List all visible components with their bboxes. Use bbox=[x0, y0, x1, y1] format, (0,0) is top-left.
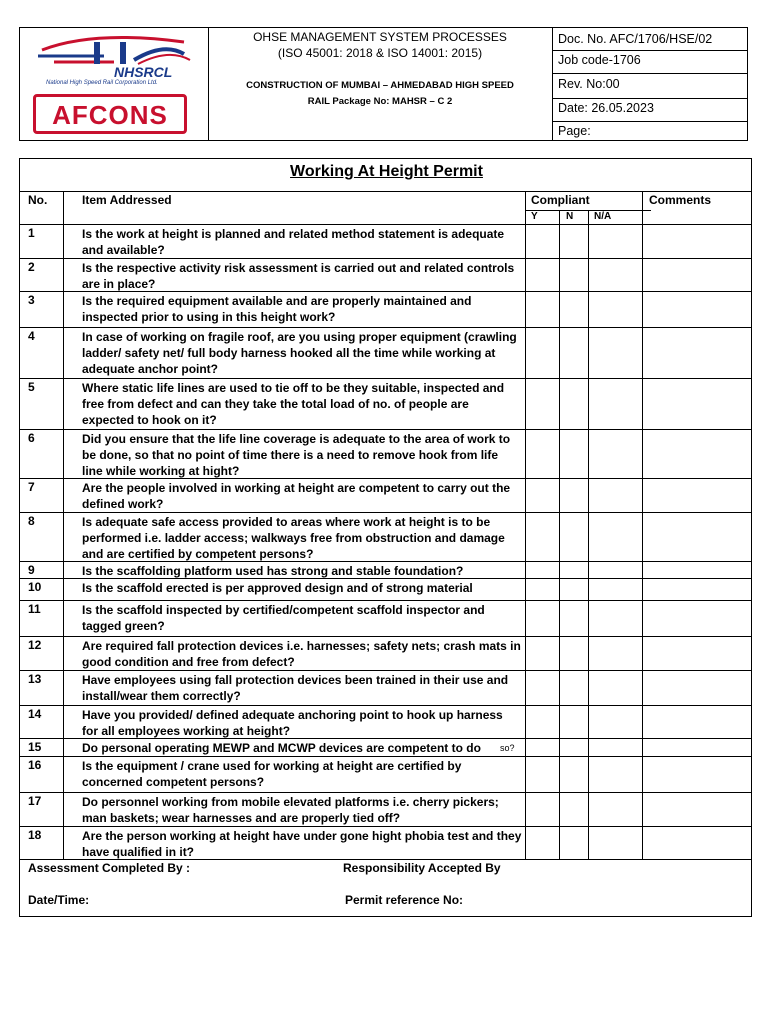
item-na-cell[interactable] bbox=[588, 705, 642, 738]
date-time: Date/Time: bbox=[28, 893, 90, 907]
item-na-cell[interactable] bbox=[588, 636, 642, 670]
item-na-cell[interactable] bbox=[588, 224, 642, 258]
item-y-cell[interactable] bbox=[525, 512, 559, 561]
item-number: 3 bbox=[28, 293, 35, 307]
item-number: 5 bbox=[28, 380, 35, 394]
item-y-cell[interactable] bbox=[525, 705, 559, 738]
form-title: Working At Height Permit bbox=[290, 163, 483, 180]
item-na-cell[interactable] bbox=[588, 600, 642, 636]
item-n-cell[interactable] bbox=[559, 512, 588, 561]
item-na-cell[interactable] bbox=[588, 327, 642, 378]
item-y-cell[interactable] bbox=[525, 792, 559, 826]
item-comments-cell[interactable] bbox=[642, 478, 753, 512]
item-na-cell[interactable] bbox=[588, 826, 642, 859]
item-comments-cell[interactable] bbox=[642, 792, 753, 826]
col-header-item: Item Addressed bbox=[82, 193, 172, 207]
item-na-cell[interactable] bbox=[588, 756, 642, 792]
afcons-logo-text: AFCONS bbox=[52, 100, 168, 130]
item-question: Are required fall protection devices i.e. harnesses; safety nets; crash mats in good condition and free from defect? bbox=[82, 639, 521, 669]
item-n-cell[interactable] bbox=[559, 705, 588, 738]
item-n-cell[interactable] bbox=[559, 327, 588, 378]
iso-reference: (ISO 45001: 2018 & ISO 14001: 2015) bbox=[277, 46, 483, 60]
item-number: 12 bbox=[28, 638, 42, 652]
item-number: 16 bbox=[28, 758, 42, 772]
item-question: Is the scaffold inspected by certified/competent scaffold inspector and tagged green? bbox=[82, 603, 485, 633]
col-header-comments: Comments bbox=[649, 193, 712, 207]
column-divider bbox=[63, 191, 64, 859]
nhsrcl-logo bbox=[34, 32, 194, 88]
item-na-cell[interactable] bbox=[588, 258, 642, 291]
item-comments-cell[interactable] bbox=[642, 670, 753, 705]
item-na-cell[interactable] bbox=[588, 378, 642, 429]
item-y-cell[interactable] bbox=[525, 291, 559, 327]
item-na-cell[interactable] bbox=[588, 578, 642, 600]
item-n-cell[interactable] bbox=[559, 478, 588, 512]
item-number: 1 bbox=[28, 226, 35, 240]
item-comments-cell[interactable] bbox=[642, 600, 753, 636]
item-y-cell[interactable] bbox=[525, 826, 559, 859]
item-na-cell[interactable] bbox=[588, 792, 642, 826]
item-comments-cell[interactable] bbox=[642, 327, 753, 378]
item-na-cell[interactable] bbox=[588, 561, 642, 578]
item-y-cell[interactable] bbox=[525, 327, 559, 378]
revision-number: Rev. No:00 bbox=[558, 77, 620, 91]
item-y-cell[interactable] bbox=[525, 478, 559, 512]
item-comments-cell[interactable] bbox=[642, 826, 753, 859]
item-question-tail: so? bbox=[500, 743, 515, 753]
item-number: 6 bbox=[28, 431, 35, 445]
item-comments-cell[interactable] bbox=[642, 378, 753, 429]
item-n-cell[interactable] bbox=[559, 378, 588, 429]
item-question: Have you provided/ defined adequate anchoring point to hook up harness for all employees working at height? bbox=[82, 708, 503, 738]
item-question: Is the equipment / crane used for working at height are certified by concerned competent persons? bbox=[82, 759, 462, 789]
item-number: 13 bbox=[28, 672, 42, 686]
item-number: 15 bbox=[28, 740, 42, 754]
col-header-no: No. bbox=[28, 193, 48, 207]
item-na-cell[interactable] bbox=[588, 512, 642, 561]
item-n-cell[interactable] bbox=[559, 670, 588, 705]
item-comments-cell[interactable] bbox=[642, 578, 753, 600]
afcons-logo bbox=[33, 94, 187, 134]
item-na-cell[interactable] bbox=[588, 670, 642, 705]
item-na-cell[interactable] bbox=[588, 738, 642, 756]
item-y-cell[interactable] bbox=[525, 636, 559, 670]
item-n-cell[interactable] bbox=[559, 429, 588, 478]
document-date: Date: 26.05.2023 bbox=[558, 101, 654, 115]
item-comments-cell[interactable] bbox=[642, 258, 753, 291]
item-number: 2 bbox=[28, 260, 35, 274]
item-comments-cell[interactable] bbox=[642, 224, 753, 258]
item-na-cell[interactable] bbox=[588, 291, 642, 327]
project-line-2: RAIL Package No: MAHSR – C 2 bbox=[307, 96, 453, 107]
item-number: 7 bbox=[28, 480, 35, 494]
item-y-cell[interactable] bbox=[525, 258, 559, 291]
item-n-cell[interactable] bbox=[559, 258, 588, 291]
item-y-cell[interactable] bbox=[525, 670, 559, 705]
item-comments-cell[interactable] bbox=[642, 705, 753, 738]
col-header-compliant: Compliant bbox=[531, 193, 590, 207]
document-header bbox=[19, 27, 748, 141]
item-y-cell[interactable] bbox=[525, 738, 559, 756]
item-y-cell[interactable] bbox=[525, 561, 559, 578]
item-number: 18 bbox=[28, 828, 42, 842]
item-number: 8 bbox=[28, 514, 35, 528]
item-question: Is the respective activity risk assessment is carried out and related controls are in place? bbox=[82, 261, 515, 291]
item-question: Is the scaffold erected is per approved design and of strong material bbox=[82, 581, 473, 595]
item-y-cell[interactable] bbox=[525, 578, 559, 600]
col-header-y: Y bbox=[531, 211, 538, 222]
col-header-na: N/A bbox=[594, 211, 612, 222]
item-n-cell[interactable] bbox=[559, 756, 588, 792]
item-question: Do personnel working from mobile elevated platforms i.e. cherry pickers; man baskets; wear harnesses and are properly tied off? bbox=[82, 795, 499, 825]
job-code: Job code-1706 bbox=[558, 53, 641, 67]
item-question: Are the people involved in working at height are competent to carry out the defined work? bbox=[82, 481, 511, 511]
item-y-cell[interactable] bbox=[525, 378, 559, 429]
item-question: Did you ensure that the life line coverage is adequate to the area of work to be done, so that no point of time there is a need to remove hook from life line while working at hight? bbox=[82, 432, 511, 478]
item-comments-cell[interactable] bbox=[642, 756, 753, 792]
item-question: Have employees using fall protection devices been trained in their use and install/wear them correctly? bbox=[82, 673, 509, 703]
item-n-cell[interactable] bbox=[559, 291, 588, 327]
item-n-cell[interactable] bbox=[559, 224, 588, 258]
item-comments-cell[interactable] bbox=[642, 738, 753, 756]
item-n-cell[interactable] bbox=[559, 738, 588, 756]
item-question: Is adequate safe access provided to areas where work at height is to be performed i.e. ladder access; walkways free from obstruction and damage and are certified by competent persons? bbox=[82, 515, 505, 561]
item-number: 11 bbox=[28, 602, 41, 616]
item-n-cell[interactable] bbox=[559, 792, 588, 826]
page-number: Page: bbox=[558, 124, 591, 138]
system-title: OHSE MANAGEMENT SYSTEM PROCESSES bbox=[253, 30, 507, 44]
item-number: 4 bbox=[28, 329, 35, 343]
nhsrcl-text: NHSRCL bbox=[114, 64, 173, 80]
item-number: 9 bbox=[28, 563, 35, 577]
item-na-cell[interactable] bbox=[588, 429, 642, 478]
permit-form bbox=[19, 158, 752, 917]
item-n-cell[interactable] bbox=[559, 578, 588, 600]
item-n-cell[interactable] bbox=[559, 826, 588, 859]
item-y-cell[interactable] bbox=[525, 600, 559, 636]
item-question: Is the work at height is planned and related method statement is adequate and available? bbox=[82, 227, 505, 257]
item-y-cell[interactable] bbox=[525, 429, 559, 478]
item-question: Are the person working at height have under gone hight phobia test and they have qualified in it? bbox=[82, 829, 522, 859]
doc-number: Doc. No. AFC/1706/HSE/02 bbox=[558, 32, 713, 46]
item-na-cell[interactable] bbox=[588, 478, 642, 512]
item-question: Where static life lines are used to tie off to be they suitable, inspected and free from defect and can they take the total load of no. of people are expected to hook on it? bbox=[82, 381, 505, 427]
item-number: 14 bbox=[28, 707, 42, 721]
item-comments-cell[interactable] bbox=[642, 512, 753, 561]
item-comments-cell[interactable] bbox=[642, 636, 753, 670]
item-y-cell[interactable] bbox=[525, 756, 559, 792]
item-question: Is the scaffolding platform used has strong and stable foundation? bbox=[82, 564, 464, 578]
item-n-cell[interactable] bbox=[559, 561, 588, 578]
project-line-1: CONSTRUCTION OF MUMBAI – AHMEDABAD HIGH SPEED bbox=[246, 80, 514, 91]
item-y-cell[interactable] bbox=[525, 224, 559, 258]
responsibility-accepted-by: Responsibility Accepted By bbox=[343, 861, 501, 875]
item-question: Is the required equipment available and are properly maintained and inspected prior to using in this height work? bbox=[82, 294, 472, 324]
item-comments-cell[interactable] bbox=[642, 561, 753, 578]
permit-reference-no: Permit reference No: bbox=[345, 893, 464, 907]
item-n-cell[interactable] bbox=[559, 600, 588, 636]
item-comments-cell[interactable] bbox=[642, 291, 753, 327]
item-question: Do personal operating MEWP and MCWP devices are competent to do bbox=[82, 741, 481, 755]
item-question: In case of working on fragile roof, are you using proper equipment (crawling ladder/ safety net/ full body harness hooked all the time while working at adequate anchor point? bbox=[82, 330, 517, 376]
item-comments-cell[interactable] bbox=[642, 429, 753, 478]
nhsrcl-tagline: National High Speed Rail Corporation Ltd. bbox=[46, 80, 158, 86]
col-header-n: N bbox=[566, 211, 574, 222]
item-number: 10 bbox=[28, 580, 42, 594]
item-number: 17 bbox=[28, 794, 42, 808]
item-n-cell[interactable] bbox=[559, 636, 588, 670]
assessment-completed-by: Assessment Completed By : bbox=[28, 861, 191, 875]
